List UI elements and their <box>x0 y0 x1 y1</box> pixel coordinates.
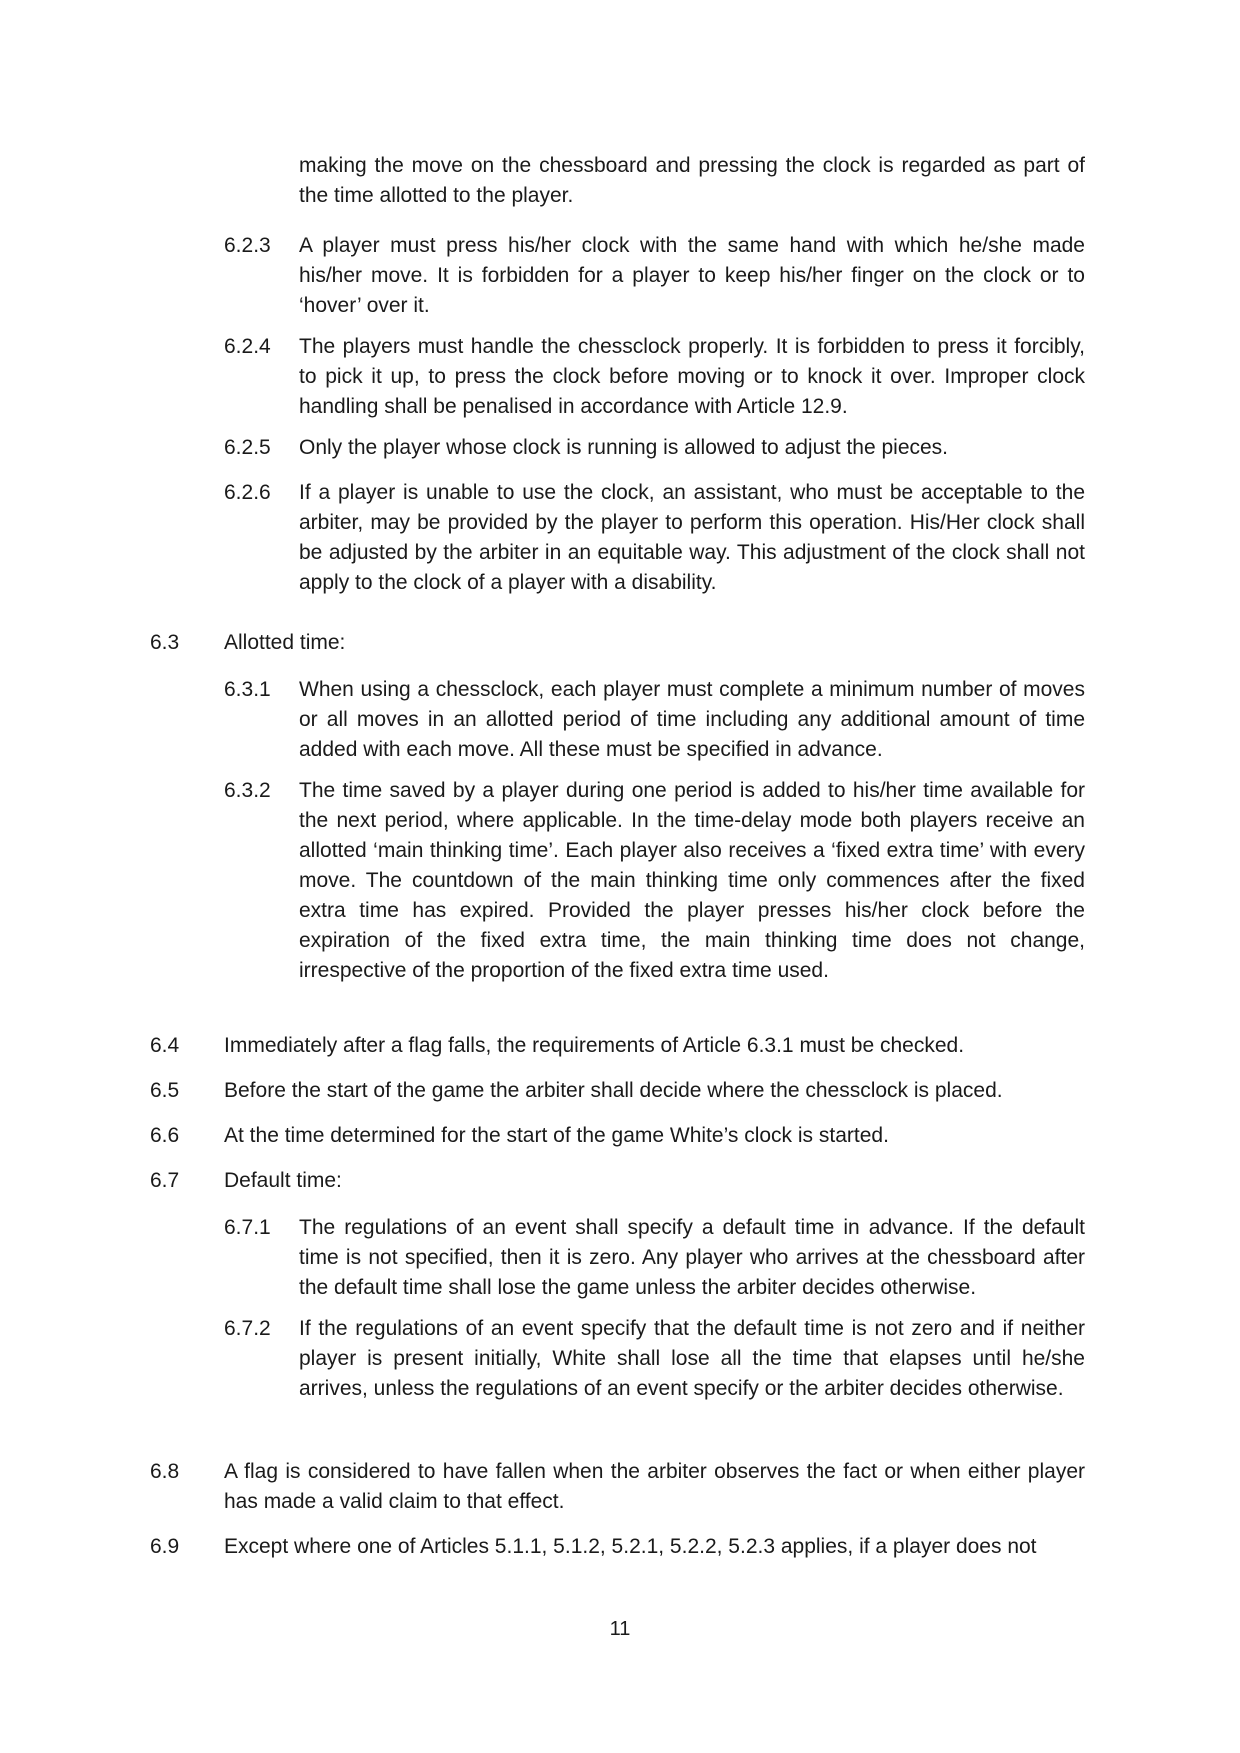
page-number: 11 <box>609 1618 631 1640</box>
article-number: 6.5 <box>150 1079 180 1102</box>
article-number: 6.8 <box>150 1460 180 1483</box>
article-6-3-2 <box>224 776 1085 986</box>
article-6-5 <box>150 1076 1085 1106</box>
article-number: 6.3 <box>150 631 180 654</box>
article-text: Allotted time: <box>224 631 346 654</box>
article-number: 6.7.2 <box>224 1317 271 1340</box>
article-text: A flag is considered to have fallen when the arbiter observes the fact or when either player has made a valid claim to that effect. <box>224 1460 1085 1513</box>
article-number: 6.7 <box>150 1169 180 1192</box>
article-text: The time saved by a player during one period is added to his/her time available for the next period, where applicable. In the time-delay mode both players receive an allotted ‘main thinking time’. Each player also receives a ‘fixed extra time’ with every move. The countdown of the main thinking time only commences after the fixed extra time has expired. Provided the player presses his/her clock before the expiration of the fixed extra time, the main thinking time does not change, irrespective of the proportion of the fixed extra time used. <box>299 779 1085 982</box>
article-text: If a player is unable to use the clock, an assistant, who must be acceptable to the arbiter, may be provided by the player to perform this operation. His/Her clock shall be adjusted by the arbiter in an equitable way. This adjustment of the clock shall not apply to the clock of a player with a disability. <box>299 481 1085 594</box>
article-6-4 <box>150 1031 1085 1061</box>
article-text: A player must press his/her clock with the same hand with which he/she made his/her move. It is forbidden for a player to keep his/her finger on the clock or to ‘hover’ over it. <box>299 234 1085 317</box>
article-number: 6.3.1 <box>224 678 271 701</box>
article-number: 6.9 <box>150 1535 180 1558</box>
article-6-2-5 <box>224 433 1085 463</box>
article-6-7-1 <box>224 1213 1085 1303</box>
article-number: 6.7.1 <box>224 1216 271 1239</box>
article-6-7 <box>150 1166 1085 1196</box>
article-6-8 <box>150 1457 1085 1517</box>
article-number: 6.3.2 <box>224 779 271 802</box>
article-6-6 <box>150 1121 1085 1151</box>
article-6-7-2 <box>224 1314 1085 1404</box>
article-text: When using a chessclock, each player must complete a minimum number of moves or all moves in an allotted period of time including any additional amount of time added with each move. All these must be specified in advance. <box>299 678 1085 761</box>
article-number: 6.2.6 <box>224 481 271 504</box>
article-number: 6.2.5 <box>224 436 271 459</box>
article-6-2-4 <box>224 332 1085 422</box>
article-number: 6.4 <box>150 1034 180 1057</box>
article-6-3 <box>150 628 1085 658</box>
article-number: 6.2.4 <box>224 335 271 358</box>
article-text: Default time: <box>224 1169 342 1192</box>
article-text: If the regulations of an event specify that the default time is not zero and if neither player is present initially, White shall lose all the time that elapses until he/she arrives, unless the regulations of an event specify or the arbiter decides otherwise. <box>299 1317 1085 1400</box>
article-text: Before the start of the game the arbiter shall decide where the chessclock is placed. <box>224 1079 1003 1102</box>
article-text: Except where one of Articles 5.1.1, 5.1.2, 5.2.1, 5.2.2, 5.2.3 applies, if a player does not <box>224 1535 1037 1558</box>
article-6-2-6 <box>224 478 1085 598</box>
article-text: The regulations of an event shall specify a default time in advance. If the default time is not specified, then it is zero. Any player who arrives at the chessboard after the default time shall lose the game unless the arbiter decides otherwise. <box>299 1216 1085 1299</box>
paragraph-text: making the move on the chessboard and pressing the clock is regarded as part of the time allotted to the player. <box>299 154 1085 207</box>
article-text: The players must handle the chessclock properly. It is forbidden to press it forcibly, to pick it up, to press the clock before moving or to knock it over. Improper clock handling shall be penalised in accordance with Article 12.9. <box>299 335 1085 418</box>
article-number: 6.2.3 <box>224 234 271 257</box>
article-6-9 <box>150 1532 1085 1562</box>
article-text: Only the player whose clock is running is allowed to adjust the pieces. <box>299 436 949 459</box>
article-6-2-3 <box>224 231 1085 321</box>
article-text: At the time determined for the start of the game White’s clock is started. <box>224 1124 889 1147</box>
continuation-paragraph <box>299 151 1085 211</box>
article-6-3-1 <box>224 675 1085 765</box>
article-text: Immediately after a flag falls, the requirements of Article 6.3.1 must be checked. <box>224 1034 965 1057</box>
article-number: 6.6 <box>150 1124 180 1147</box>
